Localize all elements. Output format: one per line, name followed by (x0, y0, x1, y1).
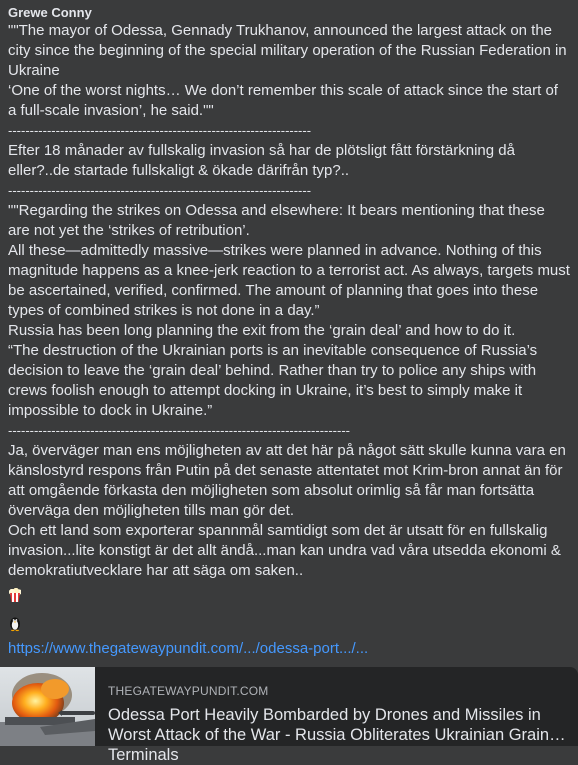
preview-thumbnail (0, 667, 95, 746)
link-line (8, 639, 570, 659)
emoji-line (8, 609, 570, 637)
popcorn-icon (8, 588, 22, 602)
quote-paragraph: “The destruction of the Ukrainian ports is an inevitable consequence of Russia’s decision to leave the ‘grain deal’ behind. Rather than try to police any ships with crews foolish enough to attempt docking in Ukraine, it’s best to simply make it impossible to dock in Ukraine.” (8, 342, 542, 419)
divider: ------------------------------------------------------------------------------- (8, 423, 350, 438)
emoji-line (8, 581, 570, 609)
divider: ---------------------------------------------------------------------- (8, 183, 312, 198)
link-preview-card[interactable] (0, 667, 578, 764)
divider: ---------------------------------------------------------------------- (8, 123, 312, 138)
quote-paragraph: ""The mayor of Odessa, Gennady Trukhanov, announced the largest attack on the city since the beginning of the special military operation of the Russian Federation in Ukraine (8, 22, 571, 79)
swedish-paragraph: Ja, överväger man ens möjligheten av att det här på något sätt skulle kunna vara en känslostyrd respons från Putin på det senaste attentatet mot Krim-bron annat än för att omgående förkasta den möjligheten som absolut orimlig så får man fortsätta överväga den möjligheten tills man gör det. (8, 442, 571, 519)
preview-domain: THEGATEWAYPUNDIT.COM (108, 684, 269, 698)
swedish-paragraph: Efter 18 månader av fullskalig invasion så har de plötsligt fått förstärkning då eller?..de startade fullskaligt & ökade därifrån typ?.. (8, 142, 520, 179)
quote-paragraph: Russia has been long planning the exit from the ‘grain deal’ and how to do it. (8, 322, 516, 339)
post-author[interactable]: Grewe Conny (8, 5, 92, 20)
penguin-icon (8, 615, 22, 631)
quote-paragraph: ""Regarding the strikes on Odessa and elsewhere: It bears mentioning that these are not yet the ‘strikes of retribution’. (8, 202, 549, 239)
article-link[interactable]: https://www.thegatewaypundit.com/.../odessa-port.../... (8, 640, 369, 657)
explosion-image (0, 667, 95, 746)
preview-title[interactable]: Odessa Port Heavily Bombarded by Drones and Missiles in Worst Attack of the War - Russia Obliterates Ukrainian Grain Terminals (108, 706, 550, 764)
post-body (8, 21, 575, 659)
swedish-paragraph: Och ett land som exporterar spannmål samtidigt som det är utsatt för en fullskalig invasion...lite konstigt är det allt ändå...man kan undra vad våra utsedda ekonomi & demokratiutvecklare har att säga om saken.. (8, 522, 565, 579)
quote-paragraph: All these—admittedly massive—strikes were planned in advance. Nothing of this magnitude happens as a knee-jerk reaction to a terrorist act. As always, targets must be ascertained, verified, confirmed. The amount of planning that goes into these types of combined strikes is not done in a day.” (8, 242, 575, 319)
quote-paragraph: ‘One of the worst nights… We don’t remember this scale of attack since the start of a full-scale invasion’, he said."" (8, 82, 563, 119)
